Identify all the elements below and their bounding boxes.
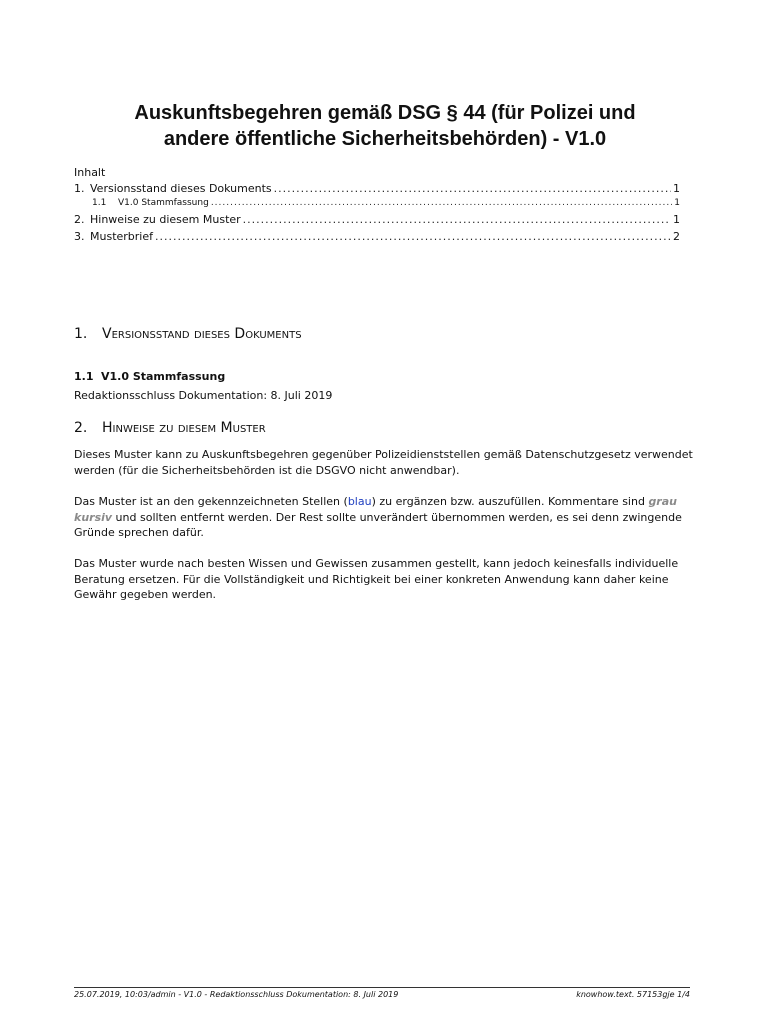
toc-heading: Inhalt bbox=[74, 166, 106, 179]
toc-dot-leader bbox=[243, 213, 671, 226]
paragraph-text: ) zu ergänzen bzw. auszufüllen. Kommentare sind bbox=[371, 495, 649, 508]
blue-marker-text: blau bbox=[347, 495, 372, 508]
grey-italic-marker-text: grau kursiv bbox=[74, 495, 677, 524]
toc-entry-number: 1. bbox=[74, 182, 85, 195]
subsection-title: V1.0 Stammfassung bbox=[101, 370, 226, 383]
paragraph-disclaimer: Das Muster wurde nach besten Wissen und Gewissen zusammen gestellt, kann jedoch keinesfalls individuelle Beratung ersetzen. Für die Vollständigkeit und Richtigkeit bei einer konkreten Anwendung kann daher keine Gewähr gegeben werden. bbox=[74, 557, 679, 601]
toc-dot-leader bbox=[211, 198, 672, 208]
section-number: 1. bbox=[74, 326, 88, 342]
paragraph-text: Das Muster ist an den gekennzeichneten Stellen ( bbox=[74, 495, 348, 508]
toc-dot-leader bbox=[274, 182, 671, 195]
paragraph-text: und sollten entfernt werden. Der Rest sollte unverändert übernommen werden, es sei denn zwingende Gründe sprechen dafür. bbox=[74, 510, 682, 539]
toc-entry-label: V1.0 Stammfassung bbox=[118, 198, 209, 208]
toc-entry[interactable] bbox=[74, 182, 680, 195]
section-1-heading bbox=[74, 326, 302, 342]
footer-divider bbox=[74, 987, 690, 988]
section-2-heading bbox=[74, 420, 266, 436]
footer-left-text: 25.07.2019, 10:03/admin - V1.0 - Redaktionsschluss Dokumentation: 8. Juli 2019 bbox=[74, 990, 399, 999]
toc-entry-page: 1 bbox=[673, 182, 680, 195]
section-title: Versionsstand dieses Dokuments bbox=[102, 326, 302, 342]
section-number: 2. bbox=[74, 420, 88, 436]
toc-entry-number: 2. bbox=[74, 213, 85, 226]
paragraph-instructions bbox=[74, 494, 694, 541]
document-title bbox=[60, 100, 710, 152]
subsection-number: 1.1 bbox=[74, 370, 94, 383]
toc-entry-page: 1 bbox=[674, 198, 680, 208]
toc-entry-label: Musterbrief bbox=[90, 230, 153, 243]
toc-entry-page: 1 bbox=[673, 213, 680, 226]
redaktionsschluss-text: Redaktionsschluss Dokumentation: 8. Juli 2019 bbox=[74, 389, 333, 402]
subsection-1-1-heading bbox=[74, 370, 225, 383]
title-line-2: andere öffentliche Sicherheitsbehörden) - V1.0 bbox=[163, 128, 607, 150]
toc-entry[interactable] bbox=[92, 198, 680, 208]
section-title: Hinweise zu diesem Muster bbox=[102, 420, 266, 436]
title-line-1: Auskunftsbegehren gemäß DSG § 44 (für Polizei und bbox=[134, 102, 636, 124]
toc-dot-leader bbox=[155, 230, 671, 243]
toc-entry[interactable] bbox=[74, 230, 680, 243]
toc-entry-number: 1.1 bbox=[92, 198, 107, 208]
toc-entry-page: 2 bbox=[673, 230, 680, 243]
paragraph-usage: Dieses Muster kann zu Auskunftsbegehren gegenüber Polizeidienststellen gemäß Datenschutzgesetz verwendet werden (für die Sicherheitsbehörden ist die DSGVO nicht anwendbar). bbox=[74, 448, 693, 477]
toc-entry[interactable] bbox=[74, 213, 680, 226]
toc-entry-label: Versionsstand dieses Dokuments bbox=[90, 182, 272, 195]
toc-entry-label: Hinweise zu diesem Muster bbox=[90, 213, 241, 226]
toc-entry-number: 3. bbox=[74, 230, 85, 243]
footer-right-text: knowhow.text. 57153gje 1/4 bbox=[576, 990, 690, 999]
